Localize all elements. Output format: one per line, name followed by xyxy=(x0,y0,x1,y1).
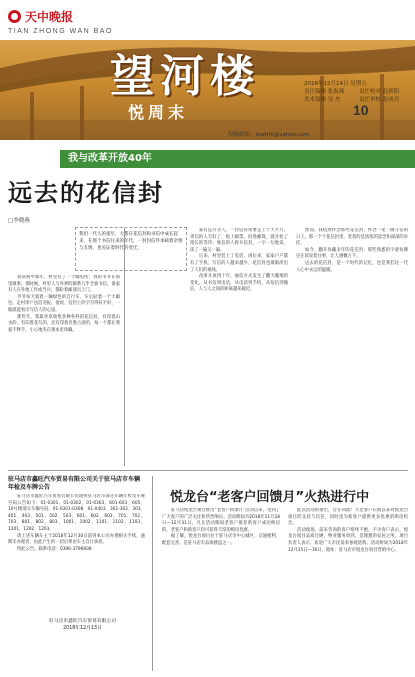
article-column-2 xyxy=(190,228,288,466)
paragraph: 驻马店市鑫旺汽车贸易有限公司现将驻马店市部分车辆年检及车牌号码公告如下：01-0301、01-0302、01-0303、601-603、605、10号楼部分车辆号码，01-0301-0308、01-0403、301-302、303、401、403、501、502、503、601、602、603、701、702、703、801、802、803、1001、1002、1101、1102、1103、1201、1202、1203。 xyxy=(8,494,145,532)
paragraph: 我读初中那年，村里有了一个邮电所，我的爷爷在那里做事。那时候，村里人与外界的联系几乎全靠书信，谁家有人在外地工作或当兵，都盼着邮递员上门。 xyxy=(8,275,120,294)
section-subtitle: 悦周末 xyxy=(128,103,189,122)
paragraph: 特此公告。联系电话：0396-3796608 xyxy=(17,546,92,552)
paragraph: 驻马店悦龙台项目推出“老客户回馈月”活动以来，受到了广大客户的广泛关注和热烈响应。活动期间为2018年11月28日—12月31日，凡在活动期间老客户推荐新客户成功购房的，老客户和新客户均可获得丰厚的购房优惠。 xyxy=(162,508,280,533)
paragraph: 后来，村里装上了电话，再后来，家家户户都有了手机，写信的人越来越少，花信封也渐渐淡出了人们的视线。 xyxy=(190,254,288,273)
paragraph: 此次活动的推出，旨在回馈广大老客户长期以来对悦龙台项目的支持与信任，同时也为新客户提供更多优惠的购房机会。 xyxy=(288,508,408,527)
notice-body xyxy=(8,494,145,618)
paragraph: 改革开放四十年，通信方式发生了翻天覆地的变化，从书信到电话，从电话到手机，从短信到微信，人与人之间的距离越来越近。 xyxy=(190,274,288,293)
page-number: 10 xyxy=(353,102,369,118)
paragraph: 活动现场，前来咨询的客户络绎不绝，不少客户表示，悦龙台项目品质过硬，物业服务周到，是理想的安居之所。项目负责人表示，欢迎广大市民前来参观选购。活动时间为2018年12月15日—16日，地址：驻马店市悦龙台项目营销中心。 xyxy=(288,527,408,553)
column-divider xyxy=(124,228,125,466)
article-lead xyxy=(75,227,187,271)
section-divider xyxy=(8,470,408,471)
lead-text: 我们一代人的童年，大都在花信封和书信中成长起来，在那个书信往来的年代，一封封信件承载着亲情与友情，也见证着时代的变迁。 xyxy=(79,232,183,251)
editor-credit: 责任编辑 张海燕 xyxy=(304,89,345,95)
edition-info xyxy=(304,80,412,104)
column-divider xyxy=(152,476,153,671)
paragraph: 远去的花信封，是一个时代的记忆，也是我们这一代人心中永远的温暖。 xyxy=(296,260,408,273)
paragraph: 如今，翻开珍藏多年的花信封，那些熟悉的字迹仿佛还在诉说着往事，让人感慨万千。 xyxy=(296,247,408,260)
column-tag: 我与改革开放40年 xyxy=(60,150,415,168)
notice-date: 2018年12月13日 xyxy=(63,626,102,631)
article-column-1 xyxy=(162,508,280,672)
article-byline: □李晓燕 xyxy=(8,218,30,224)
article-headline: 远去的花信封 xyxy=(8,178,164,207)
editor-credit: 责任审校 赵成亮 xyxy=(359,97,400,103)
section-title: 望河楼 xyxy=(110,51,260,102)
logo-mark-icon xyxy=(8,10,21,23)
article-column-1 xyxy=(8,275,120,467)
paragraph: 爷爷每天骑着一辆绿色的自行车，车后驮着一个大邮包，走村串户送信送报。他说，信封上的字写得好不好，一眼就能看出写信人的心思。 xyxy=(8,294,120,313)
editor-credit: 美术编辑 吴 杰 xyxy=(304,97,341,103)
paragraph: 家有远方亲人，一封信常常要走上十天半月。寄信的人写好了，贴上邮票，投进邮筒，就开始了漫长的等待；收信的人拆开信封，一字一句地读，读了一遍又一遍。 xyxy=(190,228,288,253)
submission-email[interactable]: 投稿邮箱：tzwbfk@yahoo.com xyxy=(228,132,310,138)
notice-title: 驻马店市鑫旺汽车贸易有限公司关于驻马店市车辆年检及车牌公告 xyxy=(8,476,141,491)
paragraph: 然而，我依然怀念那些花信封，怀念一笔一画写信的日子。那一个个花信封里，装着的是浓浓的思念和深深的牵挂。 xyxy=(296,228,408,247)
article-headline: 悦龙台“老客户回馈月”火热进行中 xyxy=(170,490,370,505)
notice-signature xyxy=(20,618,145,632)
article-column-3 xyxy=(296,228,408,466)
brand-name-en: TIAN ZHONG WAN BAO xyxy=(8,28,113,35)
brand-name: 天中晚报 xyxy=(25,10,74,24)
editor-list xyxy=(304,88,412,104)
issue-date: 2018年12月14日 星期五 xyxy=(304,81,367,87)
paragraph: 那些年，我最喜欢收集各种各样的花信封，有印着山水的，有印着花鸟的，还有印着名胜古迹的，每一个都让我爱不释手，小心地夹在课本里珍藏。 xyxy=(8,314,120,333)
paragraph: 据了解，悦龙台项目位于驻马店市中心城区，交通便利，配套完善，是驻马店市品质楼盘之一。 xyxy=(162,534,280,546)
notice-issuer: 驻马店市鑫旺汽车贸易有限公司 xyxy=(48,619,117,624)
article-column-2 xyxy=(288,508,408,672)
masthead xyxy=(0,0,415,140)
editor-credit: 责任校对 赵新阳 xyxy=(359,89,400,95)
paragraph: 请上述车辆车主于2018年12月30日前到本公司办理相关手续，逾期未办理者，由此产生的一切后果由车主自行承担。 xyxy=(8,533,145,546)
